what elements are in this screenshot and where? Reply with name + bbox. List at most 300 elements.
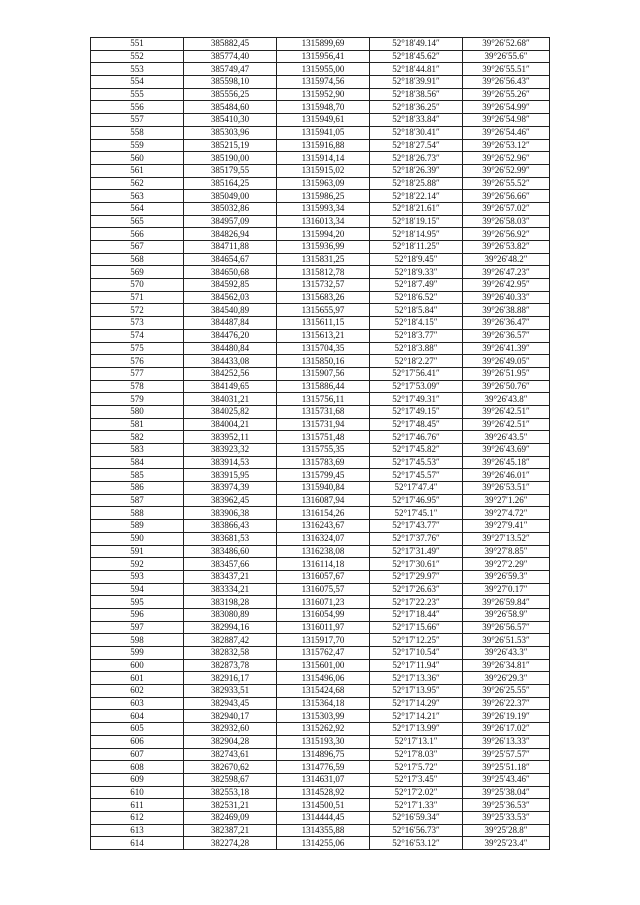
y-coordinate-cell: 1316054,99	[277, 608, 370, 621]
table-row	[91, 291, 550, 304]
point-number-cell: 612	[91, 811, 184, 824]
point-number-cell: 577	[91, 367, 184, 380]
latitude-cell: 52°18′11.25″	[370, 241, 463, 254]
y-coordinate-cell: 1315907,56	[277, 367, 370, 380]
longitude-cell: 39°26′52.68″	[463, 38, 550, 51]
longitude-cell: 39°27′13.52″	[463, 532, 550, 545]
latitude-cell: 52°17′13.36″	[370, 672, 463, 685]
latitude-cell: 52°18′26.73″	[370, 152, 463, 165]
longitude-cell: 39°26′36.47″	[463, 317, 550, 330]
x-coordinate-cell: 382832,58	[184, 647, 277, 660]
longitude-cell: 39°26′52.99″	[463, 164, 550, 177]
x-coordinate-cell: 385774,40	[184, 50, 277, 63]
table-row	[91, 215, 550, 228]
x-coordinate-cell: 385556,25	[184, 88, 277, 101]
table-row	[91, 608, 550, 621]
longitude-cell: 39°26′48.2″	[463, 253, 550, 266]
y-coordinate-cell: 1315762,47	[277, 647, 370, 660]
longitude-cell: 39°26′25.55″	[463, 685, 550, 698]
latitude-cell: 52°17′22.23″	[370, 596, 463, 609]
longitude-cell: 39°27′8.85″	[463, 545, 550, 558]
longitude-cell: 39°26′42.51″	[463, 405, 550, 418]
x-coordinate-cell: 382887,42	[184, 634, 277, 647]
latitude-cell: 52°18′45.62″	[370, 50, 463, 63]
x-coordinate-cell: 382932,60	[184, 723, 277, 736]
x-coordinate-cell: 384487,84	[184, 317, 277, 330]
y-coordinate-cell: 1316071,23	[277, 596, 370, 609]
table-row	[91, 583, 550, 596]
x-coordinate-cell: 382387,21	[184, 824, 277, 837]
latitude-cell: 52°17′13.1″	[370, 735, 463, 748]
y-coordinate-cell: 1315917,70	[277, 634, 370, 647]
x-coordinate-cell: 383906,38	[184, 507, 277, 520]
table-row	[91, 659, 550, 672]
longitude-cell: 39°26′41.39″	[463, 342, 550, 355]
x-coordinate-cell: 384480,84	[184, 342, 277, 355]
latitude-cell: 52°18′14.95″	[370, 228, 463, 241]
y-coordinate-cell: 1315655,97	[277, 304, 370, 317]
y-coordinate-cell: 1316238,08	[277, 545, 370, 558]
longitude-cell: 39°26′59.3″	[463, 570, 550, 583]
x-coordinate-cell: 382531,21	[184, 799, 277, 812]
table-row	[91, 444, 550, 457]
latitude-cell: 52°17′49.15″	[370, 405, 463, 418]
latitude-cell: 52°18′30.41″	[370, 126, 463, 139]
point-number-cell: 575	[91, 342, 184, 355]
latitude-cell: 52°17′13.95″	[370, 685, 463, 698]
longitude-cell: 39°26′55.51″	[463, 63, 550, 76]
longitude-cell: 39°25′23.4″	[463, 837, 550, 850]
point-number-cell: 564	[91, 202, 184, 215]
y-coordinate-cell: 1315193,30	[277, 735, 370, 748]
x-coordinate-cell: 385190,00	[184, 152, 277, 165]
table-row	[91, 811, 550, 824]
latitude-cell: 52°18′38.56″	[370, 88, 463, 101]
y-coordinate-cell: 1316013,34	[277, 215, 370, 228]
x-coordinate-cell: 382553,18	[184, 786, 277, 799]
latitude-cell: 52°18′4.15″	[370, 317, 463, 330]
y-coordinate-cell: 1315424,68	[277, 685, 370, 698]
point-number-cell: 602	[91, 685, 184, 698]
table-row	[91, 596, 550, 609]
longitude-cell: 39°26′56.43″	[463, 76, 550, 89]
y-coordinate-cell: 1315683,26	[277, 291, 370, 304]
y-coordinate-cell: 1315732,57	[277, 279, 370, 292]
point-number-cell: 605	[91, 723, 184, 736]
latitude-cell: 52°17′26.63″	[370, 583, 463, 596]
longitude-cell: 39°26′49.05″	[463, 355, 550, 368]
table-row	[91, 418, 550, 431]
latitude-cell: 52°18′9.45″	[370, 253, 463, 266]
latitude-cell: 52°17′14.29″	[370, 697, 463, 710]
y-coordinate-cell: 1315731,94	[277, 418, 370, 431]
point-number-cell: 578	[91, 380, 184, 393]
table-row	[91, 63, 550, 76]
latitude-cell: 52°17′48.45″	[370, 418, 463, 431]
latitude-cell: 52°18′9.33″	[370, 266, 463, 279]
point-number-cell: 597	[91, 621, 184, 634]
latitude-cell: 52°17′14.21″	[370, 710, 463, 723]
latitude-cell: 52°18′19.15″	[370, 215, 463, 228]
latitude-cell: 52°17′46.76″	[370, 431, 463, 444]
x-coordinate-cell: 382940,17	[184, 710, 277, 723]
x-coordinate-cell: 384149,65	[184, 380, 277, 393]
table-row	[91, 355, 550, 368]
latitude-cell: 52°17′29.97″	[370, 570, 463, 583]
latitude-cell: 52°17′45.57″	[370, 469, 463, 482]
longitude-cell: 39°25′36.53″	[463, 799, 550, 812]
y-coordinate-cell: 1315613,21	[277, 329, 370, 342]
latitude-cell: 52°17′31.49″	[370, 545, 463, 558]
x-coordinate-cell: 385164,25	[184, 177, 277, 190]
table-row	[91, 228, 550, 241]
x-coordinate-cell: 384592,85	[184, 279, 277, 292]
x-coordinate-cell: 385749,47	[184, 63, 277, 76]
point-number-cell: 600	[91, 659, 184, 672]
point-number-cell: 573	[91, 317, 184, 330]
x-coordinate-cell: 385032,86	[184, 202, 277, 215]
point-number-cell: 604	[91, 710, 184, 723]
y-coordinate-cell: 1315886,44	[277, 380, 370, 393]
latitude-cell: 52°18′39.91″	[370, 76, 463, 89]
point-number-cell: 606	[91, 735, 184, 748]
latitude-cell: 52°17′10.54″	[370, 647, 463, 660]
latitude-cell: 52°17′56.41″	[370, 367, 463, 380]
longitude-cell: 39°25′43.46″	[463, 773, 550, 786]
table-row	[91, 799, 550, 812]
longitude-cell: 39°25′38.04″	[463, 786, 550, 799]
latitude-cell: 52°18′2.27″	[370, 355, 463, 368]
y-coordinate-cell: 1315850,16	[277, 355, 370, 368]
longitude-cell: 39°26′38.88″	[463, 304, 550, 317]
table-row	[91, 380, 550, 393]
table-row	[91, 304, 550, 317]
longitude-cell: 39°27′2.29″	[463, 558, 550, 571]
y-coordinate-cell: 1315731,68	[277, 405, 370, 418]
y-coordinate-cell: 1315364,18	[277, 697, 370, 710]
table-row	[91, 139, 550, 152]
x-coordinate-cell: 385598,10	[184, 76, 277, 89]
point-number-cell: 565	[91, 215, 184, 228]
coordinates-table-body	[91, 38, 550, 850]
table-row	[91, 494, 550, 507]
longitude-cell: 39°26′54.99″	[463, 101, 550, 114]
x-coordinate-cell: 382916,17	[184, 672, 277, 685]
x-coordinate-cell: 385484,60	[184, 101, 277, 114]
y-coordinate-cell: 1315751,48	[277, 431, 370, 444]
table-row	[91, 279, 550, 292]
latitude-cell: 52°18′36.25″	[370, 101, 463, 114]
point-number-cell: 599	[91, 647, 184, 660]
y-coordinate-cell: 1315956,41	[277, 50, 370, 63]
x-coordinate-cell: 385303,96	[184, 126, 277, 139]
longitude-cell: 39°26′43.69″	[463, 444, 550, 457]
x-coordinate-cell: 383437,21	[184, 570, 277, 583]
table-row	[91, 431, 550, 444]
y-coordinate-cell: 1315756,11	[277, 393, 370, 406]
point-number-cell: 610	[91, 786, 184, 799]
longitude-cell: 39°26′22.37″	[463, 697, 550, 710]
point-number-cell: 579	[91, 393, 184, 406]
latitude-cell: 52°18′27.54″	[370, 139, 463, 152]
y-coordinate-cell: 1316075,57	[277, 583, 370, 596]
longitude-cell: 39°26′55.52″	[463, 177, 550, 190]
y-coordinate-cell: 1314896,75	[277, 748, 370, 761]
x-coordinate-cell: 383923,32	[184, 444, 277, 457]
point-number-cell: 584	[91, 456, 184, 469]
y-coordinate-cell: 1315955,00	[277, 63, 370, 76]
point-number-cell: 587	[91, 494, 184, 507]
longitude-cell: 39°27′9.41″	[463, 520, 550, 533]
x-coordinate-cell: 384031,21	[184, 393, 277, 406]
point-number-cell: 614	[91, 837, 184, 850]
x-coordinate-cell: 382933,51	[184, 685, 277, 698]
y-coordinate-cell: 1316154,26	[277, 507, 370, 520]
y-coordinate-cell: 1315704,35	[277, 342, 370, 355]
point-number-cell: 594	[91, 583, 184, 596]
point-number-cell: 563	[91, 190, 184, 203]
longitude-cell: 39°26′29.3″	[463, 672, 550, 685]
y-coordinate-cell: 1314776,59	[277, 761, 370, 774]
x-coordinate-cell: 384711,88	[184, 241, 277, 254]
y-coordinate-cell: 1315986,25	[277, 190, 370, 203]
y-coordinate-cell: 1314528,92	[277, 786, 370, 799]
table-row	[91, 735, 550, 748]
latitude-cell: 52°17′46.95″	[370, 494, 463, 507]
x-coordinate-cell: 382670,62	[184, 761, 277, 774]
table-row	[91, 367, 550, 380]
y-coordinate-cell: 1315936,99	[277, 241, 370, 254]
x-coordinate-cell: 383866,43	[184, 520, 277, 533]
table-row	[91, 570, 550, 583]
point-number-cell: 572	[91, 304, 184, 317]
x-coordinate-cell: 384562,03	[184, 291, 277, 304]
point-number-cell: 582	[91, 431, 184, 444]
longitude-cell: 39°26′19.19″	[463, 710, 550, 723]
x-coordinate-cell: 384654,67	[184, 253, 277, 266]
point-number-cell: 576	[91, 355, 184, 368]
x-coordinate-cell: 383457,66	[184, 558, 277, 571]
table-row	[91, 558, 550, 571]
y-coordinate-cell: 1315963,09	[277, 177, 370, 190]
latitude-cell: 52°16′56.73″	[370, 824, 463, 837]
y-coordinate-cell: 1315783,69	[277, 456, 370, 469]
table-row	[91, 50, 550, 63]
latitude-cell: 52°17′30.61″	[370, 558, 463, 571]
y-coordinate-cell: 1315949,61	[277, 114, 370, 127]
table-row	[91, 266, 550, 279]
table-row	[91, 241, 550, 254]
table-row	[91, 697, 550, 710]
point-number-cell: 607	[91, 748, 184, 761]
y-coordinate-cell: 1315948,70	[277, 101, 370, 114]
y-coordinate-cell: 1315940,84	[277, 482, 370, 495]
latitude-cell: 52°17′13.99″	[370, 723, 463, 736]
longitude-cell: 39°26′47.23″	[463, 266, 550, 279]
latitude-cell: 52°16′53.12″	[370, 837, 463, 850]
point-number-cell: 568	[91, 253, 184, 266]
y-coordinate-cell: 1315812,78	[277, 266, 370, 279]
y-coordinate-cell: 1315262,92	[277, 723, 370, 736]
latitude-cell: 52°18′21.61″	[370, 202, 463, 215]
table-row	[91, 824, 550, 837]
table-row	[91, 177, 550, 190]
x-coordinate-cell: 383914,53	[184, 456, 277, 469]
longitude-cell: 39°26′43.5″	[463, 431, 550, 444]
y-coordinate-cell: 1314631,07	[277, 773, 370, 786]
longitude-cell: 39°26′17.02″	[463, 723, 550, 736]
latitude-cell: 52°17′8.03″	[370, 748, 463, 761]
table-row	[91, 786, 550, 799]
x-coordinate-cell: 385882,45	[184, 38, 277, 51]
table-row	[91, 190, 550, 203]
longitude-cell: 39°26′51.53″	[463, 634, 550, 647]
latitude-cell: 52°18′5.84″	[370, 304, 463, 317]
x-coordinate-cell: 382904,28	[184, 735, 277, 748]
table-row	[91, 469, 550, 482]
point-number-cell: 586	[91, 482, 184, 495]
y-coordinate-cell: 1315993,34	[277, 202, 370, 215]
point-number-cell: 591	[91, 545, 184, 558]
table-row	[91, 317, 550, 330]
table-row	[91, 329, 550, 342]
latitude-cell: 52°17′18.44″	[370, 608, 463, 621]
latitude-cell: 52°18′26.39″	[370, 164, 463, 177]
latitude-cell: 52°18′3.77″	[370, 329, 463, 342]
table-row	[91, 405, 550, 418]
latitude-cell: 52°18′33.84″	[370, 114, 463, 127]
latitude-cell: 52°16′59.34″	[370, 811, 463, 824]
longitude-cell: 39°26′50.76″	[463, 380, 550, 393]
table-row	[91, 482, 550, 495]
y-coordinate-cell: 1314355,88	[277, 824, 370, 837]
y-coordinate-cell: 1315941,05	[277, 126, 370, 139]
longitude-cell: 39°26′56.66″	[463, 190, 550, 203]
table-row	[91, 456, 550, 469]
y-coordinate-cell: 1315611,15	[277, 317, 370, 330]
point-number-cell: 569	[91, 266, 184, 279]
table-row	[91, 621, 550, 634]
y-coordinate-cell: 1315899,69	[277, 38, 370, 51]
table-row	[91, 647, 550, 660]
table-row	[91, 672, 550, 685]
point-number-cell: 608	[91, 761, 184, 774]
longitude-cell: 39°25′28.8″	[463, 824, 550, 837]
longitude-cell: 39°26′59.84″	[463, 596, 550, 609]
table-row	[91, 748, 550, 761]
point-number-cell: 595	[91, 596, 184, 609]
longitude-cell: 39°26′55.26″	[463, 88, 550, 101]
longitude-cell: 39°26′56.92″	[463, 228, 550, 241]
point-number-cell: 555	[91, 88, 184, 101]
point-number-cell: 580	[91, 405, 184, 418]
table-row	[91, 773, 550, 786]
x-coordinate-cell: 383681,53	[184, 532, 277, 545]
longitude-cell: 39°27′0.17″	[463, 583, 550, 596]
x-coordinate-cell: 385410,30	[184, 114, 277, 127]
latitude-cell: 52°18′49.14″	[370, 38, 463, 51]
x-coordinate-cell: 383915,95	[184, 469, 277, 482]
table-row	[91, 545, 550, 558]
table-row	[91, 164, 550, 177]
table-row	[91, 202, 550, 215]
x-coordinate-cell: 384433,08	[184, 355, 277, 368]
point-number-cell: 570	[91, 279, 184, 292]
longitude-cell: 39°26′53.82″	[463, 241, 550, 254]
latitude-cell: 52°17′3.45″	[370, 773, 463, 786]
table-row	[91, 710, 550, 723]
y-coordinate-cell: 1315952,90	[277, 88, 370, 101]
longitude-cell: 39°26′57.02″	[463, 202, 550, 215]
table-row	[91, 38, 550, 51]
latitude-cell: 52°18′3.88″	[370, 342, 463, 355]
point-number-cell: 554	[91, 76, 184, 89]
table-row	[91, 342, 550, 355]
latitude-cell: 52°17′45.53″	[370, 456, 463, 469]
latitude-cell: 52°17′53.09″	[370, 380, 463, 393]
y-coordinate-cell: 1316087,94	[277, 494, 370, 507]
longitude-cell: 39°26′34.81″	[463, 659, 550, 672]
point-number-cell: 559	[91, 139, 184, 152]
table-row	[91, 520, 550, 533]
point-number-cell: 561	[91, 164, 184, 177]
x-coordinate-cell: 385179,55	[184, 164, 277, 177]
y-coordinate-cell: 1315914,14	[277, 152, 370, 165]
point-number-cell: 611	[91, 799, 184, 812]
point-number-cell: 603	[91, 697, 184, 710]
x-coordinate-cell: 383334,21	[184, 583, 277, 596]
latitude-cell: 52°17′47.4″	[370, 482, 463, 495]
latitude-cell: 52°17′11.94″	[370, 659, 463, 672]
longitude-cell: 39°26′58.03″	[463, 215, 550, 228]
longitude-cell: 39°26′53.12″	[463, 139, 550, 152]
y-coordinate-cell: 1314500,51	[277, 799, 370, 812]
longitude-cell: 39°26′36.57″	[463, 329, 550, 342]
longitude-cell: 39°25′57.57″	[463, 748, 550, 761]
point-number-cell: 553	[91, 63, 184, 76]
x-coordinate-cell: 382274,28	[184, 837, 277, 850]
x-coordinate-cell: 383080,89	[184, 608, 277, 621]
latitude-cell: 52°17′2.02″	[370, 786, 463, 799]
longitude-cell: 39°26′54.98″	[463, 114, 550, 127]
point-number-cell: 613	[91, 824, 184, 837]
table-row	[91, 761, 550, 774]
y-coordinate-cell: 1315974,56	[277, 76, 370, 89]
x-coordinate-cell: 385215,19	[184, 139, 277, 152]
table-row	[91, 126, 550, 139]
table-row	[91, 723, 550, 736]
longitude-cell: 39°26′46.01″	[463, 469, 550, 482]
x-coordinate-cell: 382598,67	[184, 773, 277, 786]
table-row	[91, 101, 550, 114]
latitude-cell: 52°17′12.25″	[370, 634, 463, 647]
point-number-cell: 566	[91, 228, 184, 241]
longitude-cell: 39°26′55.6″	[463, 50, 550, 63]
point-number-cell: 601	[91, 672, 184, 685]
y-coordinate-cell: 1316057,67	[277, 570, 370, 583]
point-number-cell: 588	[91, 507, 184, 520]
longitude-cell: 39°26′45.18″	[463, 456, 550, 469]
table-row	[91, 393, 550, 406]
table-row	[91, 114, 550, 127]
x-coordinate-cell: 382743,61	[184, 748, 277, 761]
point-number-cell: 552	[91, 50, 184, 63]
longitude-cell: 39°26′40.33″	[463, 291, 550, 304]
point-number-cell: 571	[91, 291, 184, 304]
x-coordinate-cell: 384540,89	[184, 304, 277, 317]
point-number-cell: 589	[91, 520, 184, 533]
table-row	[91, 88, 550, 101]
